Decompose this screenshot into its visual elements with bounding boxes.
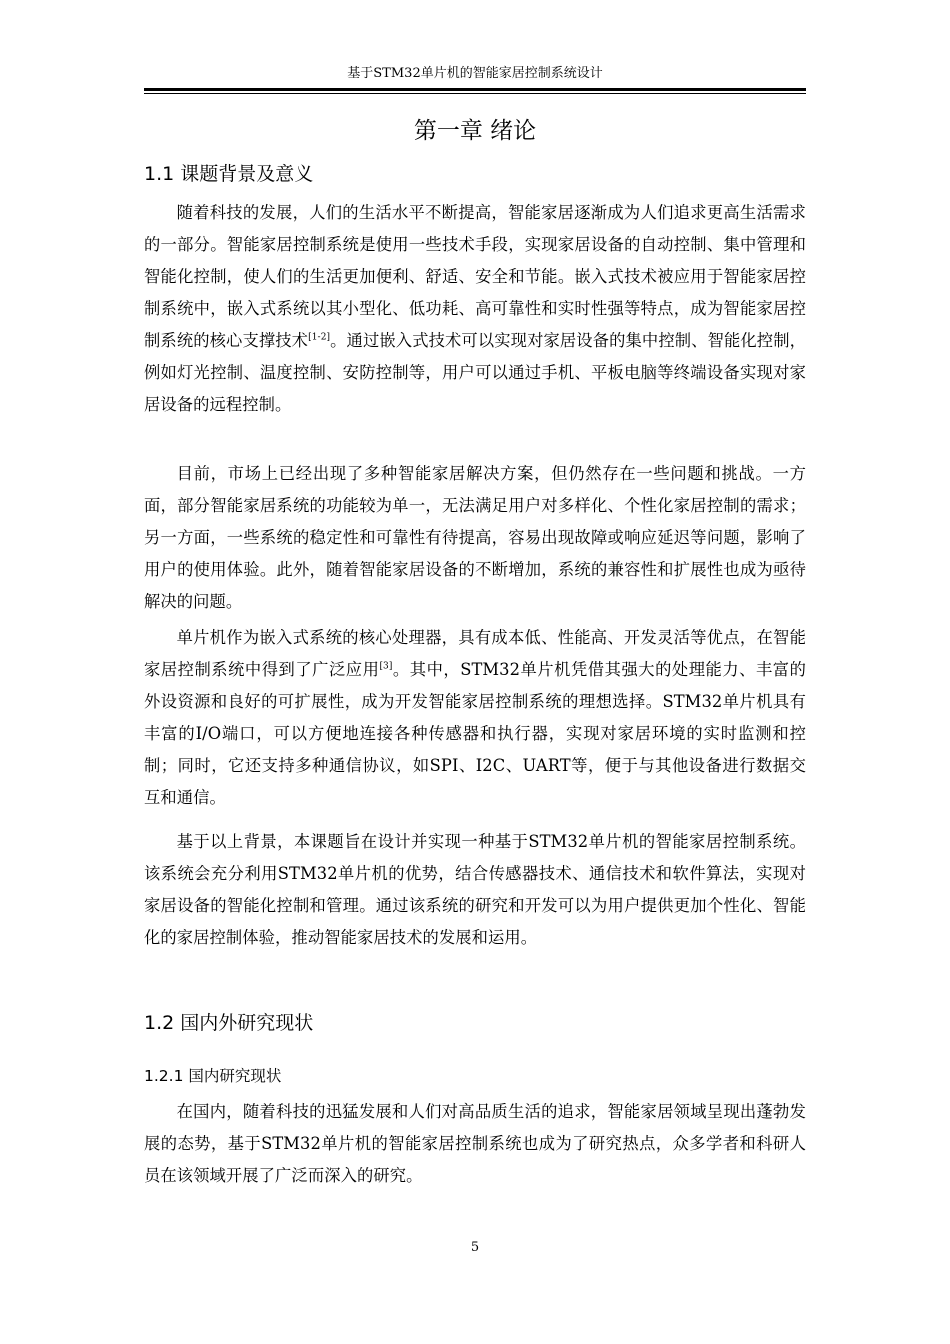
paragraph-1-1-4: 基于以上背景，本课题旨在设计并实现一种基于STM32单片机的智能家居控制系统。该系统会充分利用STM32单片机的优势，结合传感器技术、通信技术和软件算法，实现对家居设备的智能化控制和管理。通过该系统的研究和开发可以为用户提供更加个性化、智能化的家居控制体验，推动智能家居技术的发展和运用。 [144, 832, 806, 947]
paragraph-1-2-1-1: 在国内，随着科技的迅猛发展和人们对高品质生活的追求，智能家居领域呈现出蓬勃发展的态势，基于STM32单片机的智能家居控制系统也成为了研究热点，众多学者和科研人员在该领域开展了广泛而深入的研究。 [144, 1102, 806, 1185]
paragraph-text: 。其中，STM32单片机凭借其强大的处理能力、丰富的外设资源和良好的可扩展性，成为开发智能家居控制系统的理想选择。STM32单片机具有丰富的I/O端口，可以方便地连接各种传感器和执行器，实现对家居环境的实时监测和控制；同时，它还支持多种通信协议，如SPI、I2C、UART等，便于与其他设备进行数据交互和通信。 [144, 660, 806, 807]
citation: [3] [379, 661, 393, 672]
page-number: 5 [470, 1240, 480, 1255]
paragraph-1-1-1 [144, 197, 806, 421]
paragraph-1-1-3 [144, 622, 806, 814]
citation: [1-2] [308, 332, 331, 343]
header-rule-thick [144, 88, 806, 91]
chapter-title: 第一章 绪论 [413, 118, 537, 144]
section-heading-1-1: 1.1 课题背景及意义 [144, 163, 314, 185]
paragraph-1-1-2: 目前，市场上已经出现了多种智能家居解决方案，但仍然存在一些问题和挑战。一方面，部分智能家居系统的功能较为单一，无法满足用户对多样化、个性化家居控制的需求；另一方面，一些系统的稳定性和可靠性有待提高，容易出现故障或响应延迟等问题，影响了用户的使用体验。此外，随着智能家居设备的不断增加，系统的兼容性和扩展性也成为亟待解决的问题。 [144, 464, 806, 611]
header-rule-thin [144, 93, 806, 94]
section-heading-1-2: 1.2 国内外研究现状 [144, 1012, 314, 1034]
paragraph-text: 单片机作为嵌入式系统的核心处理器，具有成本低、性能高、开发灵活等优点，在智能家居控制系统中得到了广泛应用 [144, 628, 806, 679]
paragraph-text: 。通过嵌入式技术可以实现对家居设备的集中控制、智能化控制，例如灯光控制、温度控制、安防控制等，用户可以通过手机、平板电脑等终端设备实现对家居设备的远程控制。 [144, 331, 806, 414]
running-header: 基于STM32单片机的智能家居控制系统设计 [347, 66, 603, 81]
subsection-heading-1-2-1: 1.2.1 国内研究现状 [144, 1067, 282, 1085]
paragraph-text: 随着科技的发展，人们的生活水平不断提高，智能家居逐渐成为人们追求更高生活需求的一部分。智能家居控制系统是使用一些技术手段，实现家居设备的自动控制、集中管理和智能化控制，使人们的生活更加便利、舒适、安全和节能。嵌入式技术被应用于智能家居控制系统中，嵌入式系统以其小型化、低功耗、高可靠性和实时性强等特点，成为智能家居控制系统的核心支撑技术 [144, 203, 806, 350]
